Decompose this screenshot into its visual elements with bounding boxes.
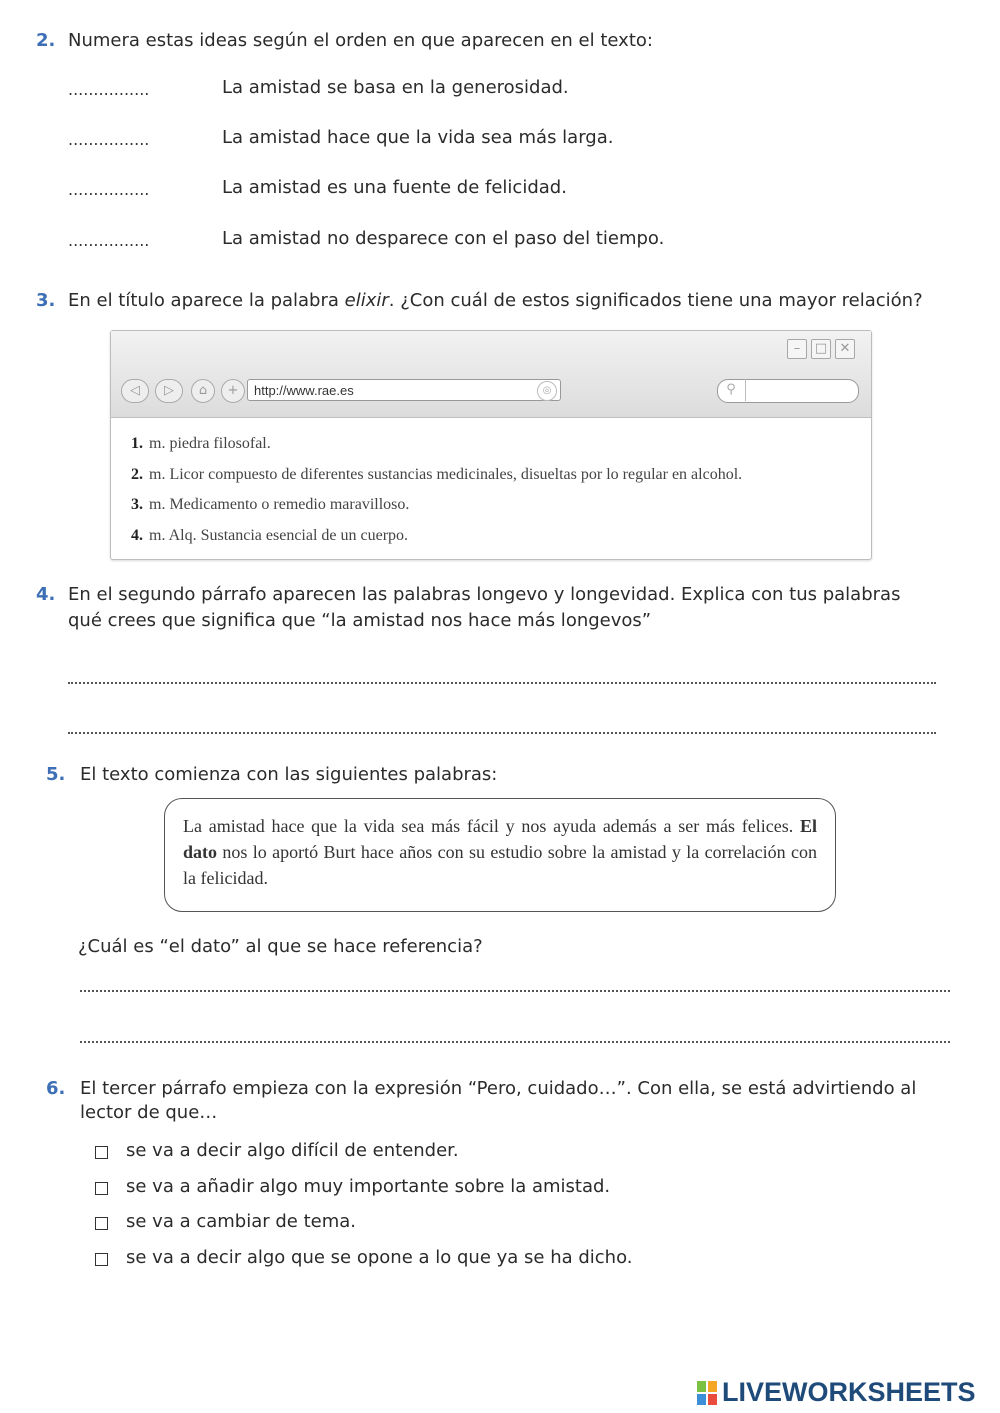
idea-2: La amistad hace que la vida sea más larga. (222, 127, 614, 148)
option-checkbox-3[interactable] (95, 1217, 108, 1230)
question-6-line-2: lector de que… (80, 1102, 218, 1123)
option-checkbox-2[interactable] (95, 1182, 108, 1195)
idea-3: La amistad es una fuente de felicidad. (222, 177, 567, 198)
option-label-2: se va a añadir algo muy importante sobre la amistad. (126, 1176, 611, 1197)
maximize-icon: □ (811, 339, 831, 359)
close-icon: ✕ (835, 339, 855, 359)
question-6-number: 6. (46, 1078, 66, 1099)
definition-4: 4. m. Alq. Sustancia esencial de un cuerpo. (131, 527, 409, 544)
answer-line-q5-2[interactable] (80, 1041, 950, 1043)
add-tab-icon: + (221, 379, 245, 403)
idea-1: La amistad se basa en la generosidad. (222, 77, 569, 98)
question-2-text: Numera estas ideas según el orden en que aparecen en el texto: (68, 30, 653, 51)
forward-arrow-icon: ▷ (155, 379, 183, 403)
option-label-4: se va a decir algo que se opone a lo que ya se ha dicho. (126, 1247, 633, 1268)
question-5-text: El texto comienza con las siguientes palabras: (80, 764, 498, 785)
home-icon: ⌂ (191, 379, 215, 403)
question-2-number: 2. (36, 30, 56, 51)
option-label-1: se va a decir algo difícil de entender. (126, 1140, 459, 1161)
back-arrow-icon: ◁ (121, 379, 149, 403)
idea-4: La amistad no desparece con el paso del tiempo. (222, 228, 665, 249)
quote-bold-phrase: El dato (183, 816, 817, 862)
order-blank-2[interactable]: ................ (68, 130, 150, 149)
browser-window (110, 330, 872, 560)
definition-3: 3. m. Medicamento o remedio maravilloso. (131, 496, 410, 513)
url-bar: http://www.rae.es (247, 379, 561, 401)
option-checkbox-1[interactable] (95, 1146, 108, 1159)
answer-line-q5-1[interactable] (80, 990, 950, 992)
order-blank-4[interactable]: ................ (68, 231, 150, 250)
question-5-subquestion: ¿Cuál es “el dato” al que se hace referencia? (78, 936, 483, 957)
reload-icon: ◎ (537, 381, 557, 401)
question-3-text: En el título aparece la palabra elixir. ¿Con cuál de estos significados tiene una mayor relación? (68, 290, 923, 311)
quote-text: La amistad hace que la vida sea más fácil y nos ayuda además a ser más felices. El dato nos lo aportó Burt hace años con su estudio sobre la amistad y la correlación con la felicidad. (183, 816, 817, 888)
answer-line-q4-1[interactable] (68, 682, 936, 684)
order-blank-3[interactable]: ................ (68, 180, 150, 199)
liveworksheets-logo: LIVEWORKSHEETS (722, 1377, 976, 1407)
browser-toolbar (111, 331, 871, 418)
option-checkbox-4[interactable] (95, 1253, 108, 1266)
definition-2: 2. m. Licor compuesto de diferentes sustancias medicinales, disueltas por lo regular en alcohol. (131, 466, 743, 483)
question-4-line-2: qué crees que significa que “la amistad nos hace más longevos” (68, 610, 652, 631)
question-4-line-1: En el segundo párrafo aparecen las palabras longevo y longevidad. Explica con tus palabras (68, 584, 901, 605)
question-4-number: 4. (36, 584, 56, 605)
answer-line-q4-2[interactable] (68, 732, 936, 734)
order-blank-1[interactable]: ................ (68, 80, 150, 99)
liveworksheets-logo-icon (696, 1379, 718, 1407)
question-6-line-1: El tercer párrafo empieza con la expresión “Pero, cuidado…”. Con ella, se está advirtiendo al (80, 1078, 917, 1099)
question-3-number: 3. (36, 290, 56, 311)
keyword-elixir: elixir (344, 290, 389, 311)
quote-box (164, 798, 836, 912)
minimize-icon: – (787, 339, 807, 359)
search-icon: ⚲ (717, 379, 746, 401)
question-5-number: 5. (46, 764, 66, 785)
definition-1: 1. m. piedra filosofal. (131, 435, 271, 452)
option-label-3: se va a cambiar de tema. (126, 1211, 357, 1232)
